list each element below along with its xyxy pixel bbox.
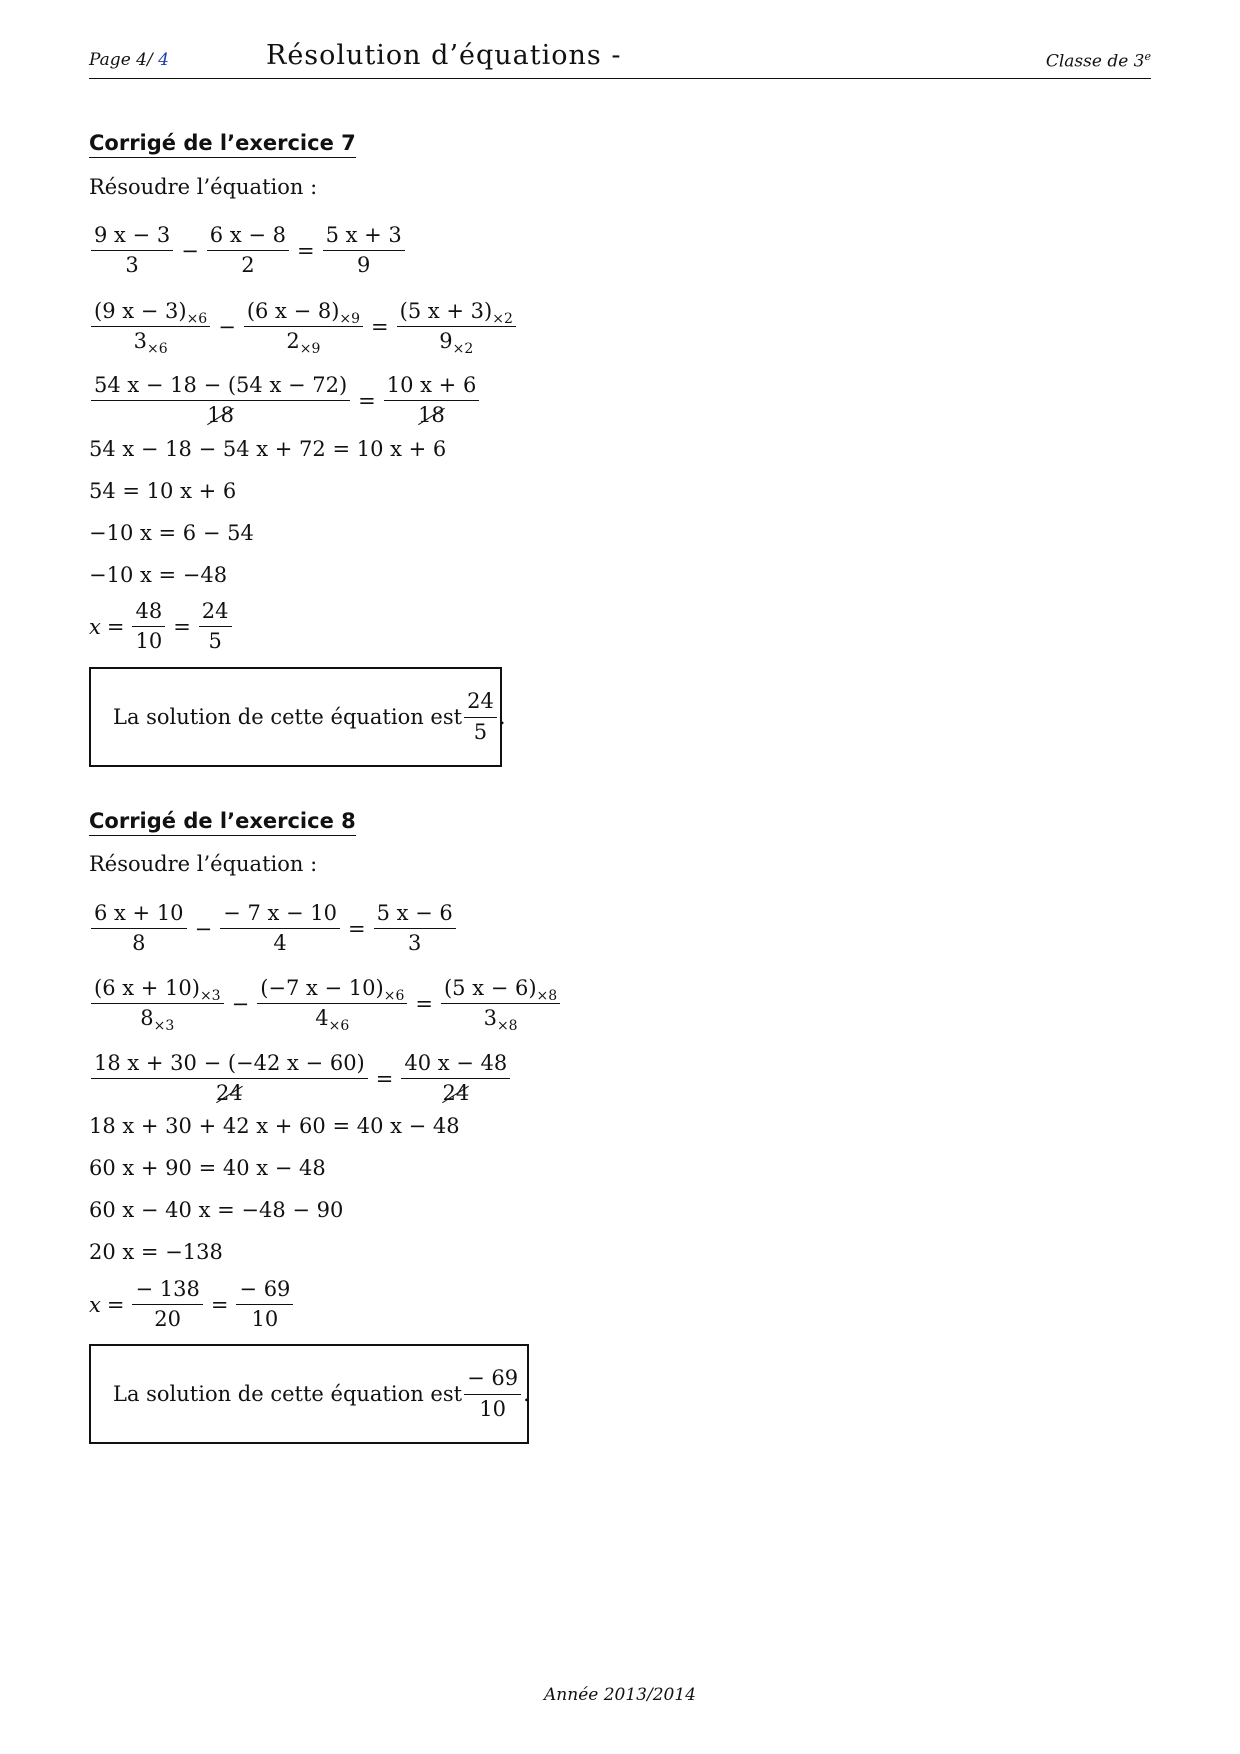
ex7-equation-line-6: −10 x = 6 − 54 xyxy=(89,521,254,545)
document-title: Résolution d’équations - xyxy=(266,40,622,71)
ex8-equation-line-7: 20 x = −138 xyxy=(89,1240,223,1264)
fraction: $\frac{40 x - 48}{24}$ xyxy=(401,1052,510,1105)
ex7-equation-line-3: $\frac{54 x - 18 - (54 x - 72)}{18}$ = $\frac{10 x + 6}{18}$ xyxy=(89,374,481,427)
fraction: $\frac{48}{10}$ xyxy=(132,600,165,653)
class-label: Classe de 3e xyxy=(1045,50,1151,72)
exercise-7-title: Corrigé de l’exercice 7 xyxy=(89,131,356,158)
fraction: $\frac{(5 x - 6)_{\times 8}}{3_{\times 8}}$ xyxy=(441,977,560,1030)
cancelled-denominator: 24 xyxy=(216,1081,243,1106)
fraction: $\frac{6 x + 10}{8}$ xyxy=(91,902,187,955)
fraction: $\frac{(5 x + 3)_{\times 2}}{9_{\times 2}}$ xyxy=(397,300,516,353)
page-number: Page 4/ 4 xyxy=(89,50,169,70)
ex7-answer-box: La solution de cette équation est $\frac{24}{5}$ . xyxy=(89,667,502,767)
ex7-equation-line-5: 54 = 10 x + 6 xyxy=(89,479,237,503)
ex7-equation-line-7: −10 x = −48 xyxy=(89,563,228,587)
ex8-equation-line-1: $\frac{6 x + 10}{8}$ − $\frac{- 7 x - 10}{4}$ = $\frac{5 x - 6}{3}$ xyxy=(89,902,458,955)
ex8-equation-line-6: 60 x − 40 x = −48 − 90 xyxy=(89,1198,344,1222)
cancelled-denominator: 24 xyxy=(442,1081,470,1106)
ex8-equation-line-3: $\frac{18 x + 30 - (-42 x - 60)}{24}$ = $\frac{40 x - 48}{24}$ xyxy=(89,1052,512,1105)
answer-fraction: $\frac{24}{5}$ xyxy=(464,690,497,743)
fraction: $\frac{5 x - 6}{3}$ xyxy=(374,902,456,955)
footer-school-year: Année 2013/2014 xyxy=(544,1685,696,1705)
ex8-answer-box: La solution de cette équation est $\frac{- 69}{10}$ . xyxy=(89,1344,529,1444)
fraction: $\frac{18 x + 30 - (-42 x - 60)}{24}$ xyxy=(91,1052,368,1105)
fraction: $\frac{(9 x - 3)_{\times 6}}{3_{\times 6}}$ xyxy=(91,300,210,353)
exercise-8-title: Corrigé de l’exercice 8 xyxy=(89,809,356,836)
fraction: $\frac{- 69}{10}$ xyxy=(236,1278,293,1331)
fraction: $\frac{- 138}{20}$ xyxy=(132,1278,202,1331)
fraction: $\frac{(-7 x - 10)_{\times 6}}{4_{\times 6}}$ xyxy=(257,977,407,1030)
cancelled-denominator: 18 xyxy=(418,403,445,428)
fraction: $\frac{9 x - 3}{3}$ xyxy=(91,224,173,277)
ex7-equation-line-2: $\frac{(9 x - 3)_{\times 6}}{3_{\times 6}}$ − $\frac{(6 x - 8)_{\times 9}}{2_{\times 9}}$ = $\frac{(5 x + 3)_{\times 2}}{9_{\times 2}}$ xyxy=(89,300,518,353)
ex7-equation-line-1: $\frac{9 x - 3}{3}$ − $\frac{6 x - 8}{2}$ = $\frac{5 x + 3}{9}$ xyxy=(89,224,407,277)
ex8-equation-line-4: 18 x + 30 + 42 x + 60 = 40 x − 48 xyxy=(89,1114,460,1138)
fraction: $\frac{54 x - 18 - (54 x - 72)}{18}$ xyxy=(91,374,350,427)
ex7-equation-line-4: 54 x − 18 − 54 x + 72 = 10 x + 6 xyxy=(89,437,447,461)
ex8-equation-line-8: x = $\frac{- 138}{20}$ = $\frac{- 69}{10}$ xyxy=(89,1278,295,1331)
fraction: $\frac{5 x + 3}{9}$ xyxy=(323,224,405,277)
fraction: $\frac{10 x + 6}{18}$ xyxy=(384,374,480,427)
ex7-equation-line-8: x = $\frac{48}{10}$ = $\frac{24}{5}$ xyxy=(89,600,234,653)
header-rule xyxy=(89,78,1151,79)
page-total-link[interactable]: 4 xyxy=(158,50,169,70)
fraction: $\frac{24}{5}$ xyxy=(199,600,232,653)
ex8-equation-line-2: $\frac{(6 x + 10)_{\times 3}}{8_{\times 3}}$ − $\frac{(-7 x - 10)_{\times 6}}{4_{\times 6}}$ = $\frac{(5 x - 6)_{\times 8}}{3_{\times 8}}$ xyxy=(89,977,562,1030)
exercise-8-prompt: Résoudre l’équation : xyxy=(89,852,318,876)
answer-fraction: $\frac{- 69}{10}$ xyxy=(464,1367,521,1420)
cancelled-denominator: 18 xyxy=(207,403,234,428)
ex8-equation-line-5: 60 x + 90 = 40 x − 48 xyxy=(89,1156,326,1180)
fraction: $\frac{6 x - 8}{2}$ xyxy=(207,224,289,277)
exercise-7-prompt: Résoudre l’équation : xyxy=(89,175,318,199)
fraction: $\frac{(6 x - 8)_{\times 9}}{2_{\times 9}}$ xyxy=(244,300,363,353)
fraction: $\frac{(6 x + 10)_{\times 3}}{8_{\times 3}}$ xyxy=(91,977,224,1030)
fraction: $\frac{- 7 x - 10}{4}$ xyxy=(220,902,340,955)
